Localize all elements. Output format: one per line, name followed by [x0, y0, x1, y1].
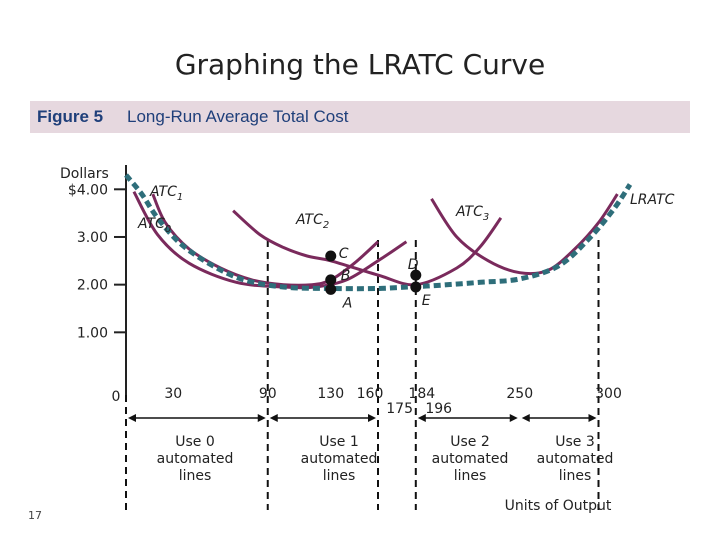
range-arrowhead-right: [368, 414, 376, 422]
x-tick-label: 184: [408, 386, 436, 402]
x-tick-label: 30: [164, 386, 183, 402]
range-label: Use 2 automated lines: [431, 434, 509, 484]
figure-number: Figure 5: [37, 107, 104, 126]
range-label: Use 0 automated lines: [156, 434, 234, 484]
x-tick-label: 0: [111, 389, 121, 405]
slide-title: Graphing the LRATC Curve: [174, 48, 546, 81]
range-arrowhead-right: [258, 414, 266, 422]
y-tick-label: $4.00: [67, 182, 108, 199]
y-tick-label: 3.00: [76, 229, 108, 246]
point-label-a: A: [342, 295, 353, 312]
range-label: Use 1 automated lines: [300, 434, 378, 484]
x-tick-label: 196: [425, 401, 453, 417]
range-label: Use 3 automated lines: [536, 434, 614, 484]
curve-label-atc2: $ATC_2$: [296, 212, 330, 231]
point-b: [325, 274, 336, 285]
x-tick-label: 175: [386, 401, 413, 417]
x-tick-label: 250: [506, 386, 534, 402]
range-arrowhead-left: [128, 414, 136, 422]
point-label-c: C: [338, 246, 349, 263]
y-tick-label: 2.00: [76, 277, 108, 294]
range-arrowhead-left: [522, 414, 530, 422]
range-arrowhead-left: [270, 414, 278, 422]
range-arrowhead-right: [510, 414, 518, 422]
x-tick-label: 130: [317, 386, 345, 402]
curve-label-atc0: $ATC_0$: [138, 216, 172, 235]
x-axis-title: Units of Output: [504, 498, 612, 514]
figure-caption: Long-Run Average Total Cost: [127, 107, 349, 126]
curve-label-atc3: $ATC_3$: [456, 204, 490, 223]
curve-label-atc1: $ATC_1$: [150, 184, 184, 203]
point-label-b: B: [340, 267, 351, 284]
range-arrowhead-right: [589, 414, 597, 422]
x-tick-label: 90: [258, 386, 277, 402]
point-c: [325, 251, 336, 262]
point-label-e: E: [421, 293, 431, 310]
y-tick-label: 1.00: [76, 325, 108, 342]
curve-label-lratc: LRATC: [630, 192, 675, 208]
point-label-d: D: [407, 257, 419, 274]
point-e: [410, 282, 421, 293]
page-number: 17: [28, 509, 42, 522]
y-axis-title: Dollars: [60, 166, 109, 182]
range-arrowhead-left: [418, 414, 426, 422]
point-a: [325, 284, 336, 295]
curve-atc2: [233, 211, 501, 285]
x-tick-label: 160: [356, 386, 384, 402]
x-tick-label: 300: [595, 386, 622, 402]
